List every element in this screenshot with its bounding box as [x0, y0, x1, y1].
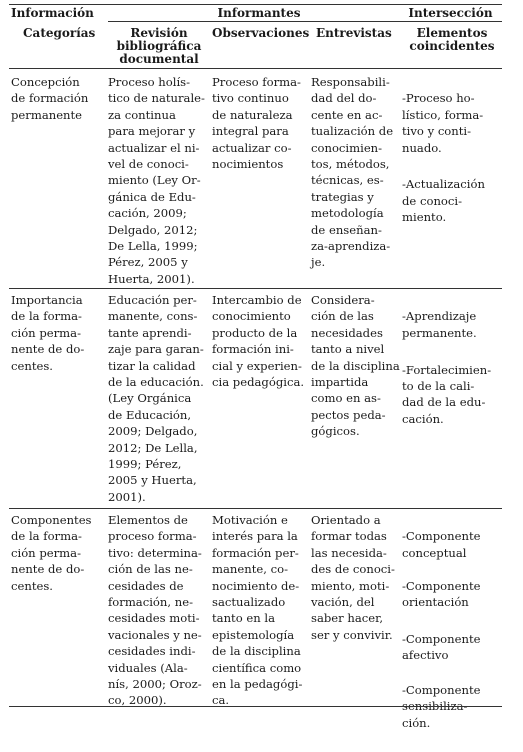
header-elementos: Elementos coincidentes: [409, 26, 495, 53]
table-top-rule: [9, 4, 502, 5]
row3-elemento: -Componente afectivo: [402, 631, 481, 663]
row3-entrevistas: Orientado a formar todas las necesida- des de conoci- miento, moti- vación, del saber hacer, ser y convivir.: [311, 513, 395, 642]
informantes-underline: [108, 21, 502, 22]
header-revision: Revisión bibliográfica documental: [116, 26, 202, 66]
row3-revision: Elementos de proceso forma- tivo: determina- ción de las ne- cesidades de formación, ne- cesidades moti- vacionales y ne- cesidades indi- viduales (Ala- nís, 2000; Oroz- co, 2000).: [108, 513, 202, 708]
row2-entrevistas: Considera- ción de las necesidades tanto a nivel de la disciplina impartida como en as- pectos peda- gógicos.: [311, 293, 400, 439]
row3-categoria: Componentes de la forma- ción perma- nente de do- centes.: [11, 513, 92, 593]
row3-observaciones: Motivación e interés para la formación per- manente, co- nocimiento de- sactualizado tanto en la epistemología de la disciplina científica como en la pedagógi- ca.: [212, 513, 303, 708]
row1-entrevistas: Responsabili- dad del do- cente en ac- tualización de conocimien- tos, métodos, técnicas, es- trategias y metodología de enseñan- za-aprendiza- je.: [311, 75, 394, 270]
row3-elemento: -Componente orientación: [402, 578, 481, 610]
table-bottom-rule: [9, 706, 502, 707]
row1-elemento: -Actualización de conoci- miento.: [402, 177, 485, 225]
row1-observaciones: Proceso forma- tivo continuo de naturaleza integral para actualizar co- nocimientos: [212, 75, 301, 172]
header-interseccion: Intersección: [408, 6, 493, 20]
row2-revision: Educación per- manente, cons- tante aprendi- zaje para garan- tizar la calidad de la educación. (Ley Orgánica de Educación, 2009; Delgado, 2012; De Lella, 1999; Pérez, 2005 y Huerta, 2001).: [108, 293, 204, 504]
row1-divider: [9, 288, 502, 289]
row2-divider: [9, 508, 502, 509]
header-categorias: Categorías: [23, 26, 96, 40]
row1-elemento: -Proceso ho- lístico, forma- tivo y conti- nuado.: [402, 91, 484, 155]
header-observaciones: Observaciones: [212, 26, 310, 40]
row3-elemento: -Componente conceptual: [402, 529, 481, 560]
row3-elemento: -Componente sensibiliza- ción.: [402, 683, 481, 730]
row2-observaciones: Intercambio de conocimiento producto de la formación ini- cial y experien- cia pedagógica.: [212, 293, 305, 390]
header-entrevistas: Entrevistas: [316, 26, 392, 40]
row1-categoria: Concepción de formación permanente: [11, 75, 89, 122]
header-bottom-rule: [9, 68, 502, 69]
header-informacion: Información: [11, 6, 94, 20]
row2-elemento: -Fortalecimien- to de la cali- dad de la edu- cación.: [402, 362, 492, 426]
row2-categoria: Importancia de la forma- ción perma- nente de do- centes.: [11, 293, 85, 373]
row1-revision: Proceso holís- tico de naturale- za continua para mejorar y actualizar el ni- vel de conoci- miento (Ley Or- gánica de Edu- cación, 2009; Delgado, 2012; De Lella, 1999; Pérez, 2005 y Huerta, 2001).: [108, 75, 205, 286]
row3-elementos: [402, 512, 502, 752]
row1-elementos: [402, 74, 502, 246]
row2-elementos: [402, 292, 502, 448]
row2-elemento: -Aprendizaje permanente.: [402, 309, 477, 340]
header-informantes: Informantes: [217, 6, 301, 20]
